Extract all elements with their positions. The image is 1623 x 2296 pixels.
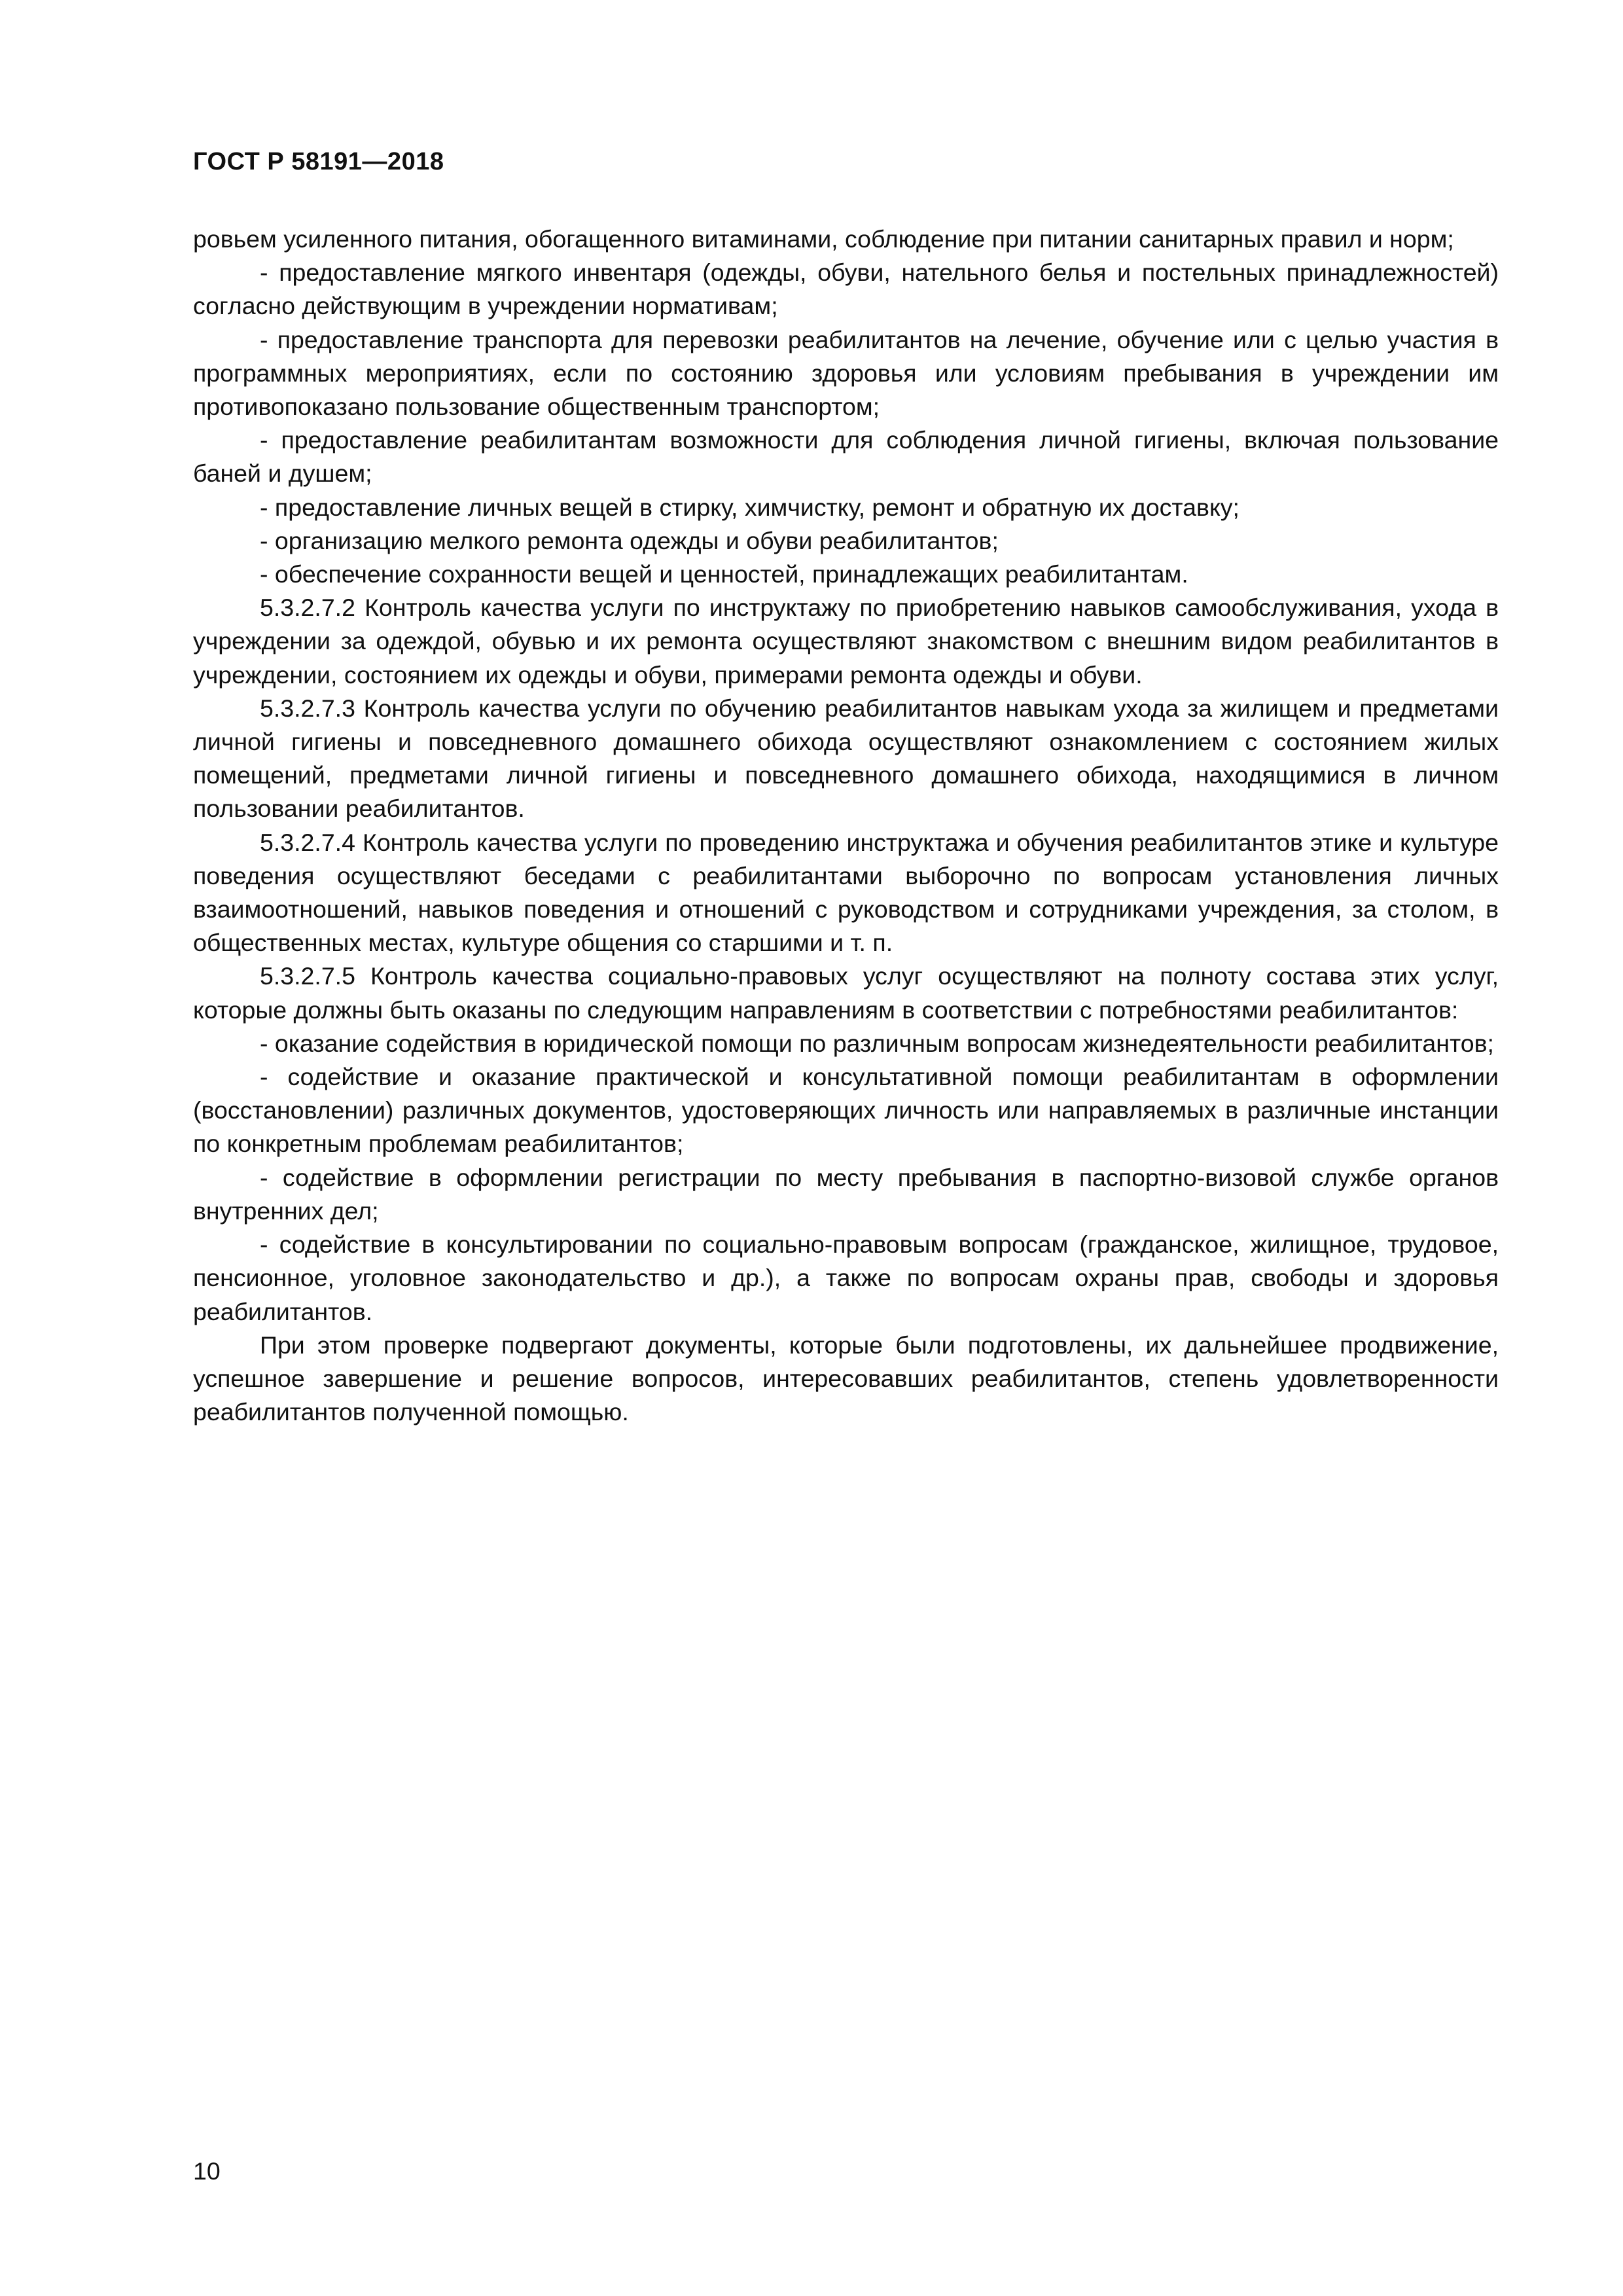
list-item: - оказание содействия в юридической помощи по различным вопросам жизнедеятельности реабилитантов; — [260, 1029, 1494, 1057]
clause-5-3-2-7-3: 5.3.2.7.3 Контроль качества услуги по обучению реабилитантов навыкам ухода за жилищем и предметами личной гигиены и повседневного домашнего обихода осуществляют ознакомлением с состоянием жилых помещений, предметами личной гигиены и повседневного домашнего обихода, находящимися в личном пользовании реабилитантов. — [193, 694, 1499, 823]
clause-5-3-2-7-2: 5.3.2.7.2 Контроль качества услуги по инструктажу по приобретению навыков самообслуживания, ухода в учреждении за одеждой, обувью и их ремонта осуществляют знакомством с внешним видом реабилитантов в учреждении, состоянием их одежды и обуви, примерами ремонта одежды и обуви. — [193, 594, 1499, 689]
clause-5-3-2-7-4: 5.3.2.7.4 Контроль качества услуги по проведению инструктажа и обучения реабилитантов этике и культуре поведения осуществляют беседами с реабилитантами выборочно по вопросам установления личных взаимоотношений, навыков поведения и отношений с руководством и сотрудниками учреждения, за столом, в общественных местах, культуре общения со старшими и т. п. — [193, 828, 1499, 957]
list-item: - содействие и оказание практической и консультативной помощи реабилитантам в оформлении (восстановлении) различных документов, удостоверяющих личность или направляемых в различные инстанции по конкретным проблемам реабилитантов; — [193, 1063, 1499, 1158]
list-item: - содействие в консультировании по социально-правовым вопросам (гражданское, жилищное, трудовое, пенсионное, уголовное законодательство и др.), а также по вопросам охраны прав, свободы и здоровья реабилитантов. — [193, 1230, 1499, 1325]
document-body — [193, 223, 1499, 1429]
page-number: 10 — [193, 2157, 221, 2185]
list-item: - предоставление мягкого инвентаря (одежды, обуви, нательного белья и постельных принадлежностей) согласно действующим в учреждении нормативам; — [193, 259, 1499, 320]
list-item: - предоставление реабилитантам возможности для соблюдения личной гигиены, включая пользование баней и душем; — [193, 426, 1499, 488]
list-item: - обеспечение сохранности вещей и ценностей, принадлежащих реабилитантам. — [260, 560, 1188, 588]
list-item: - содействие в оформлении регистрации по месту пребывания в паспортно-визовой службе органов внутренних дел; — [193, 1163, 1499, 1225]
list-item: - предоставление личных вещей в стирку, химчистку, ремонт и обратную их доставку; — [260, 493, 1240, 521]
document-header: ГОСТ Р 58191—2018 — [193, 148, 444, 175]
clause-5-3-2-7-5: 5.3.2.7.5 Контроль качества социально-правовых услуг осуществляют на полноту состава этих услуг, которые должны быть оказаны по следующим направлениям в соответствии с потребностями реабилитантов: — [193, 962, 1499, 1024]
paragraph: При этом проверке подвергают документы, которые были подготовлены, их дальнейшее продвижение, успешное завершение и решение вопросов, интересовавших реабилитантов, степень удовлетворенности реабилитантов полученной помощью. — [193, 1331, 1499, 1426]
paragraph: ровьем усиленного питания, обогащенного витаминами, соблюдение при питании санитарных правил и норм; — [193, 225, 1454, 253]
list-item: - организацию мелкого ремонта одежды и обуви реабилитантов; — [260, 526, 999, 554]
list-item: - предоставление транспорта для перевозки реабилитантов на лечение, обучение или с целью участия в программных мероприятиях, если по состоянию здоровья или условиям пребывания в учреждении им противопоказано пользование общественным транспортом; — [193, 325, 1499, 421]
